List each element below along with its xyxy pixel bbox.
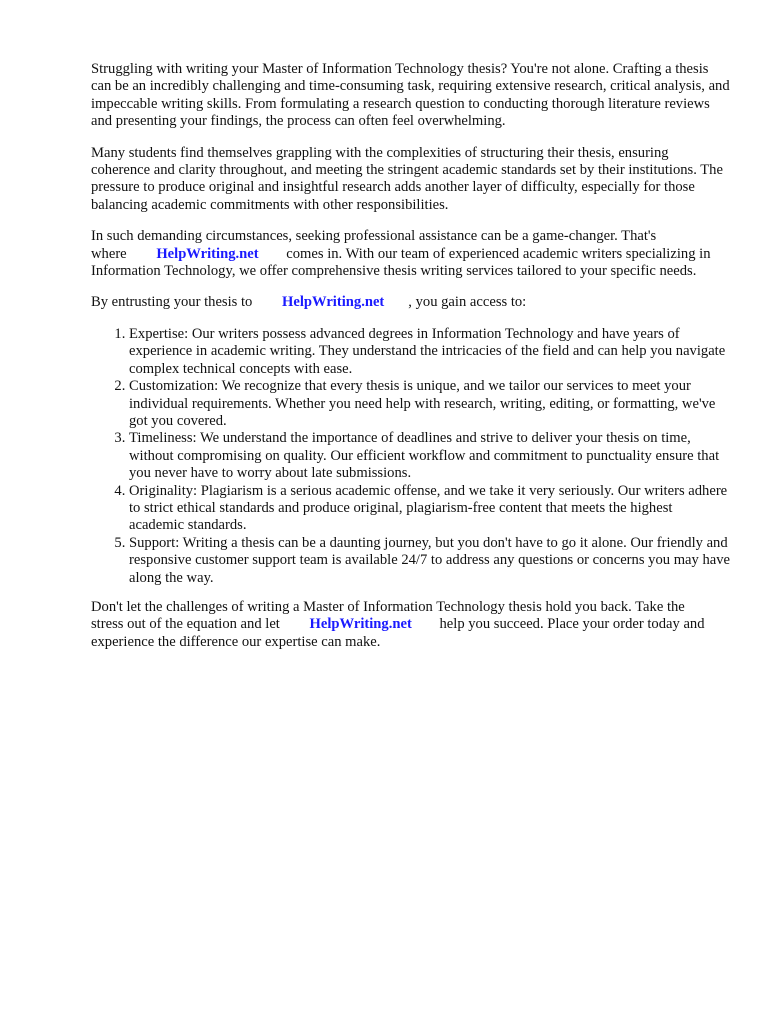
paragraph-assistance-line1: In such demanding circumstances, seeking professional assistance can be a game-changer. That's xyxy=(91,228,657,245)
paragraph-closing-start: stress out of the equation and let xyxy=(91,616,280,633)
helpwriting-link-1[interactable]: HelpWriting.net xyxy=(156,245,259,262)
paragraph-entrusting xyxy=(91,294,731,311)
benefits-list xyxy=(91,326,731,587)
paragraph-entrusting-start: By entrusting your thesis to xyxy=(91,294,253,311)
list-item-expertise: 1. Expertise: Our writers possess advanced degrees in Information Technology and have years of experience in academic writing. They understand the intricacies of the field and can help you navigate complex technical concepts with ease. xyxy=(129,326,731,378)
list-item-originality: 4. Originality: Plagiarism is a serious academic offense, and we take it very seriously. Our writers adhere to strict ethical standards and produce original, plagiarism-free content that meets the highest academic standards. xyxy=(129,483,731,535)
paragraph-closing-line1: Don't let the challenges of writing a Master of Information Technology thesis hold you back. Take the xyxy=(91,598,685,615)
paragraph-assistance xyxy=(91,228,731,280)
document-page xyxy=(91,61,731,665)
list-item-customization: 2. Customization: We recognize that every thesis is unique, and we tailor our services to meet your individual requirements. Whether you need help with research, writing, editing, or formatting, we've got you covered. xyxy=(129,378,731,430)
paragraph-intro: Struggling with writing your Master of Information Technology thesis? You're not alone. Crafting a thesis can be an incredibly challenging and time-consuming task, requiring extensive research, critical analysis, and impeccable writing skills. From formulating a research question to conducting thorough literature reviews and presenting your findings, the process can often feel overwhelming. xyxy=(91,61,730,130)
helpwriting-link-3[interactable]: HelpWriting.net xyxy=(309,616,412,633)
paragraph-closing-rest: help you succeed. Place your order today and experience the difference our expertise can make. xyxy=(91,616,705,650)
paragraph-assistance-where: where xyxy=(91,245,127,262)
paragraph-assistance-rest: comes in. With our team of experienced academic writers specializing in Information Technology, we offer comprehensive thesis writing services tailored to your specific needs. xyxy=(91,245,711,280)
helpwriting-link-2[interactable]: HelpWriting.net xyxy=(282,294,385,311)
paragraph-challenges: Many students find themselves grappling with the complexities of structuring their thesis, ensuring coherence and clarity throughout, and meeting the stringent academic standards set by their institutions. The pressure to produce original and insightful research adds another layer of difficulty, especially for those balancing academic commitments with other responsibilities. xyxy=(91,144,723,213)
list-item-timeliness: 3. Timeliness: We understand the importance of deadlines and strive to deliver your thesis on time, without compromising on quality. Our efficient workflow and commitment to punctuality ensure that you never have to worry about late submissions. xyxy=(129,430,731,482)
paragraph-closing xyxy=(91,599,731,651)
paragraph-entrusting-end: , you gain access to: xyxy=(408,294,527,311)
list-item-support: 5. Support: Writing a thesis can be a daunting journey, but you don't have to go it alone. Our friendly and responsive customer support team is available 24/7 to address any questions or concerns you may have along the way. xyxy=(129,535,731,587)
